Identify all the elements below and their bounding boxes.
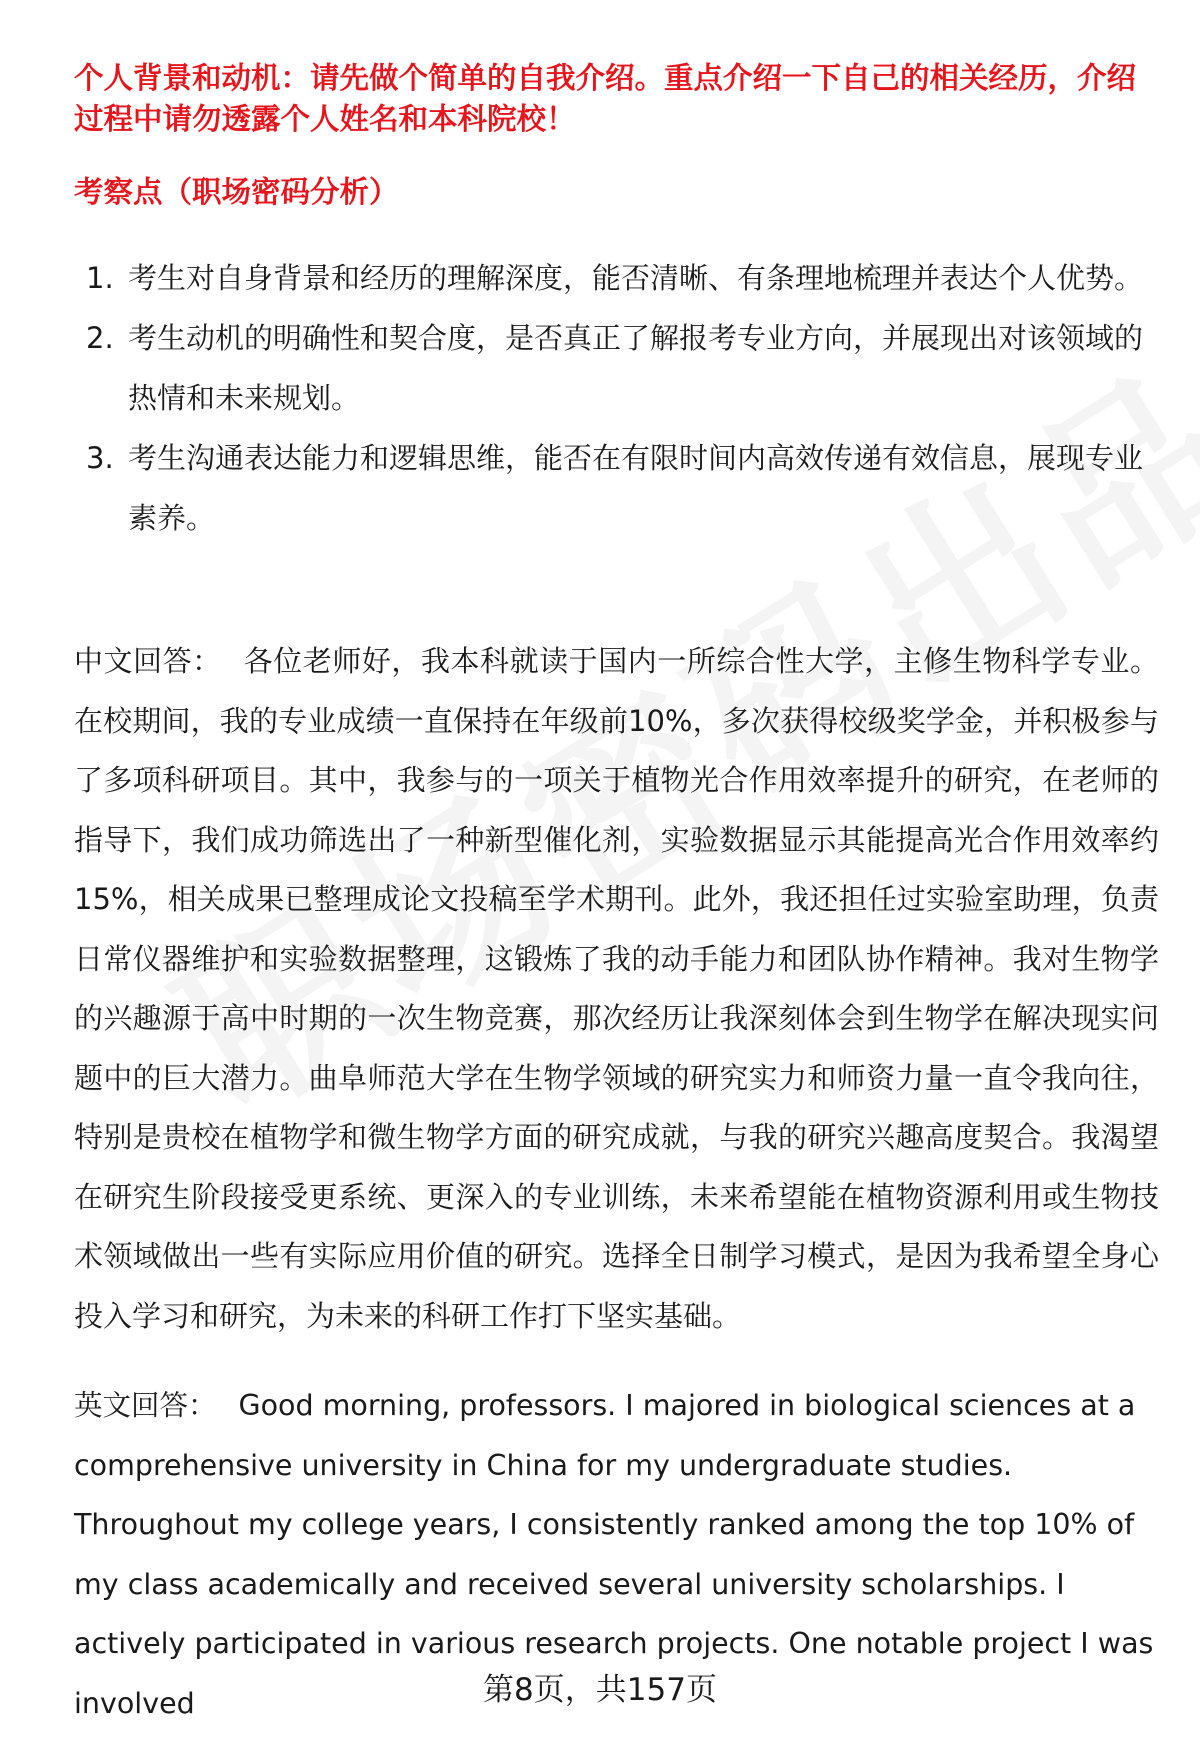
list-item-text: 考生对自身背景和经历的理解深度，能否清晰、有条理地梳理并表达个人优势。 (128, 261, 1144, 295)
chinese-answer-text: 各位老师好，我本科就读于国内一所综合性大学，主修生物科学专业。在校期间，我的专业成绩一直保持在年级前10%，多次获得校级奖学金，并积极参与了多项科研项目。其中，我参与的一项关于植物光合作用效率提升的研究，在老师的指导下，我们成功筛选出了一种新型催化剂，实验数据显示其能提高光合作用效率约15%，相关成果已整理成论文投稿至学术期刊。此外，我还担任过实验室助理，负责日常仪器维护和实验数据整理，这锻炼了我的动手能力和团队协作精神。我对生物学的兴趣源于高中时期的一次生物竞赛，那次经历让我深刻体会到生物学在解决现实问题中的巨大潜力。曲阜师范大学在生物学领域的研究实力和师资力量一直令我向往，特别是贵校在植物学和微生物学方面的研究成就，与我的研究兴趣高度契合。我渴望在研究生阶段接受更系统、更深入的专业训练，未来希望能在植物资源利用或生物技术领域做出一些有实际应用价值的研究。选择全日制学习模式，是因为我希望全身心投入学习和研究，为未来的科研工作打下坚实基础。 (74, 644, 1159, 1333)
list-item-number: 1. (86, 261, 114, 295)
list-item-text: 考生动机的明确性和契合度，是否真正了解报考专业方向，并展现出对该领域的热情和未来规划。 (128, 321, 1144, 415)
list-item-text: 考生沟通表达能力和逻辑思维，能否在有限时间内高效传递有效信息，展现专业素养。 (128, 441, 1144, 535)
chinese-answer-label: 中文回答： (74, 644, 222, 678)
assessment-points-list (74, 248, 1154, 548)
chinese-answer (74, 632, 1159, 1346)
list-item (74, 308, 1154, 428)
section-heading: 考察点（职场密码分析） (74, 175, 399, 209)
list-item-number: 2. (86, 321, 114, 355)
list-item (74, 248, 1154, 308)
question-heading: 个人背景和动机：请先做个简单的自我介绍。重点介绍一下自己的相关经历，介绍过程中请勿透露个人姓名和本科院校！ (74, 61, 1137, 136)
english-answer-text: Good morning, professors. I majored in biological sciences at a comprehensive university in China for my undergraduate studies. Throughout my college years, I consistently ranked among the top 10% of my class academically and received several university scholarships. I actively participated in various research projects. One notable project I was involved (74, 1389, 1154, 1720)
list-item-number: 3. (86, 441, 114, 475)
english-answer-label: 英文回答： (74, 1389, 217, 1422)
list-item (74, 428, 1154, 548)
page-number-footer: 第8页，共157页 (483, 1672, 717, 1708)
